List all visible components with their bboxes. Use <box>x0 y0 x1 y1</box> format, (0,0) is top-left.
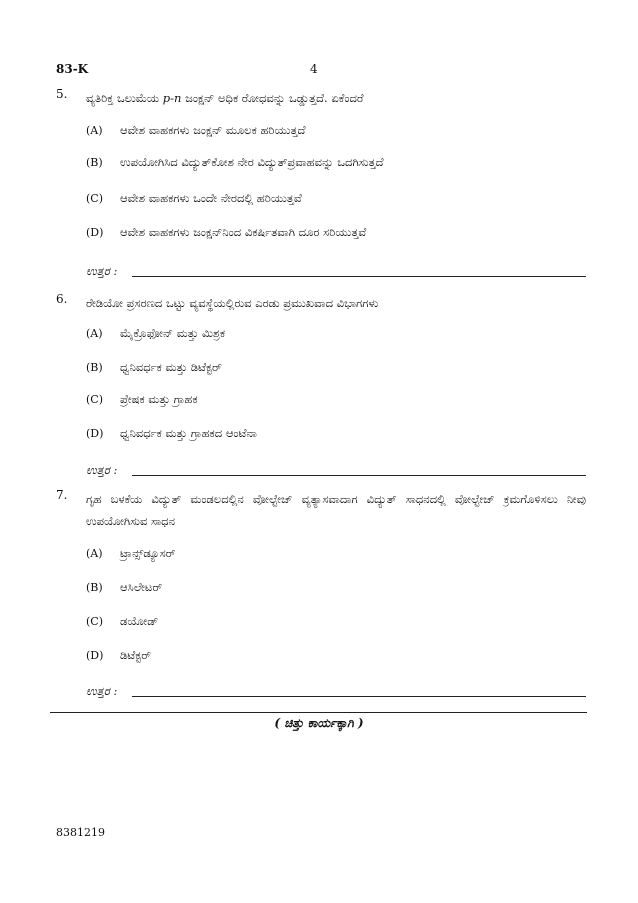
question-number: 7. <box>56 488 68 502</box>
option-b: (B) ಉಪಯೋಗಿಸಿದ ವಿದ್ಯುತ್‌ಕೋಶ ನೇರ ವಿದ್ಯುತ್‌ಪ್ರವಾಹವನ್ನು ಒದಗಿಸುತ್ತದೆ <box>86 155 384 169</box>
answer-line: ಉತ್ತರ : <box>86 684 586 699</box>
question-number: 6. <box>56 292 68 306</box>
option-a: (A) ಮೈಕ್ರೊಫೋನ್ ಮತ್ತು ಮಿಶ್ರಕ <box>86 326 226 340</box>
question-number: 5. <box>56 87 68 101</box>
option-a: (A) ಆವೇಶ ವಾಹಕಗಳು ಜಂಕ್ಷನ್ ಮೂಲಕ ಹರಿಯುತ್ತದೆ <box>86 123 306 137</box>
option-c: (C) ಪ್ರೇಷಕ ಮತ್ತು ಗ್ರಾಹಕ <box>86 392 198 406</box>
paper-code: 83-K <box>56 62 89 76</box>
option-c: (C) ಆವೇಶ ವಾಹಕಗಳು ಒಂದೇ ನೇರದಲ್ಲಿ ಹರಿಯುತ್ತವೆ <box>86 191 302 205</box>
option-d: (D) ಧ್ವನಿವರ್ಧಕ ಮತ್ತು ಗ್ರಾಹಕದ ಆಂಟೆನಾ <box>86 426 257 440</box>
option-d: (D) ಡಿಟೆಕ್ಟರ್ <box>86 648 152 662</box>
question-text: ರೇಡಿಯೋ ಪ್ರಸರಣದ ಒಟ್ಟು ವ್ಯವಸ್ಥೆಯಲ್ಲಿರುವ ಎರಡು ಪ್ರಮುಖವಾದ ವಿಭಾಗಗಳು <box>86 296 379 310</box>
option-b: (B) ಧ್ವನಿವರ್ಧಕ ಮತ್ತು ಡಿಟೆಕ್ಟರ್ <box>86 360 222 374</box>
answer-line: ಉತ್ತರ : <box>86 264 586 279</box>
rough-work-label: ( ಚಿತ್ತು ಕಾರ್ಯಕ್ಕಾಗಿ ) <box>274 716 364 730</box>
question-text: ಗೃಹ ಬಳಕೆಯ ವಿದ್ಯುತ್ ಮಂಡಲದಲ್ಲಿನ ವೋಲ್ಟೇಜ್ ವ್ಯತ್ಯಾಸವಾದಾಗ ವಿದ್ಯುತ್ ಸಾಧನದಲ್ಲಿ ವೋಲ್ಟೇಜ್ ಕ್ರಮಗೊಳಿಸಲು ನೀವು ಉಪಯೋಗಿಸುವ ಸಾಧನ <box>86 492 586 528</box>
question-text: ವ್ಯತಿರಿಕ್ತ ಒಲುಮೆಯ p-n ಜಂಕ್ಷನ್ ಅಧಿಕ ರೋಧವನ್ನು ಒಡ್ಡುತ್ತದೆ. ಏಕೆಂದರೆ <box>86 91 364 105</box>
separator-line <box>50 712 587 713</box>
option-c: (C) ಡಯೋಡ್ <box>86 614 159 628</box>
footer-code: 8381219 <box>56 826 105 839</box>
option-d: (D) ಆವೇಶ ವಾಹಕಗಳು ಜಂಕ್ಷನ್‌ನಿಂದ ವಿಕರ್ಷಿತವಾಗಿ ದೂರ ಸರಿಯುತ್ತವೆ <box>86 225 367 239</box>
option-a: (A) ಟ್ರಾನ್ಸ್‌ಡ್ಯೂಸರ್ <box>86 546 176 560</box>
page-number: 4 <box>310 62 318 76</box>
answer-line: ಉತ್ತರ : <box>86 463 586 478</box>
option-b: (B) ಆಸಿಲೇಟರ್ <box>86 580 163 594</box>
